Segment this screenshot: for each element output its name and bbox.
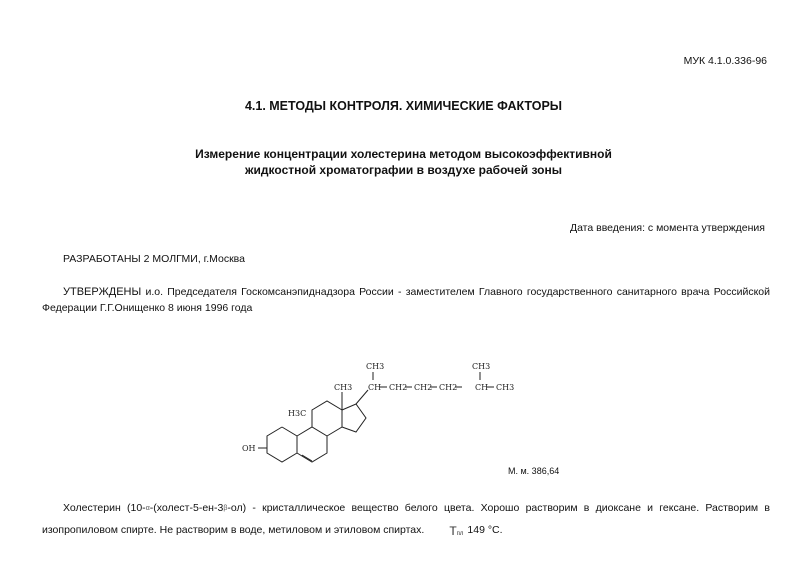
document-title-line-2: жидкостной хроматографии в воздухе рабочей зоны [245,163,562,177]
introduction-date: Дата введения: с момента утверждения [569,222,765,234]
document-title [0,146,807,178]
label-chain-ch2-c: CH2 [439,383,458,392]
melting-point-value: 149 °С. [467,524,503,536]
alpha-glyph: α [145,505,150,512]
document-number: МУК 4.1.0.336-96 [683,55,767,67]
molecular-weight: М. м. 386,64 [508,466,560,476]
label-chain-ch2-b: CH2 [414,383,433,392]
approved-text: и.о. Председателя Госкомсанэпиднадзора России - заместителем Главного государственного санитарного врача Российской Федерации Г.Г.Онищенко 8 июня 1996 года [42,286,770,314]
cholesterol-structure-diagram [236,352,526,464]
approved-by-paragraph [42,284,770,316]
label-ch3-mid: CH3 [334,383,353,392]
ring-d [342,404,366,432]
approved-heading: УТВЕРЖДЕНЫ [63,286,142,298]
description-part-2: -(холест-5-ен-3 [149,502,224,514]
ring-a [267,427,297,462]
label-chain-ch2-a: CH2 [389,383,408,392]
double-bond [302,455,312,461]
label-chain-ch-1: CH [368,383,382,392]
melting-point-subscript: пл [456,531,464,537]
ring-b [297,427,327,462]
beta-glyph: β [223,505,228,512]
section-title: 4.1. МЕТОДЫ КОНТРОЛЯ. ХИМИЧЕСКИЕ ФАКТОРЫ [244,99,563,113]
description-paragraph [42,498,770,543]
developed-by: РАЗРАБОТАНЫ 2 МОЛГМИ, г.Москва [63,253,245,265]
label-ch3-top2: CH3 [472,362,491,371]
description-part-3: -ол) - кристаллическое вещество белого цвета. Хорошо растворим в диоксане и гексане. Растворим в изопропиловом спирте. Не растворим в воде, метиловом и этиловом спиртах. [42,502,770,536]
label-chain-ch3: CH3 [496,383,515,392]
label-oh: OH [242,444,256,453]
label-h3c: H3C [288,409,307,418]
description-part-1: Холестерин (10- [63,502,146,514]
label-chain-ch-2: CH [475,383,489,392]
document-title-line-1: Измерение концентрации холестерина методом высокоэффективной [195,147,612,161]
label-ch3-top1: CH3 [366,362,385,371]
melting-point-t: Т [449,524,457,538]
ring-c [312,401,342,436]
side-chain-bond [356,390,368,404]
melting-point-symbol [428,521,463,545]
